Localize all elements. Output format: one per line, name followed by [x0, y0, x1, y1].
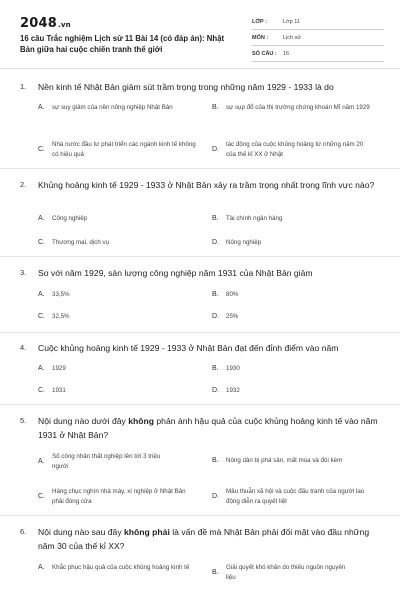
option-d[interactable] [212, 312, 382, 322]
option-letter: C. [38, 493, 45, 500]
meta-subject-row [252, 30, 384, 46]
question-text [38, 414, 378, 442]
question-text [38, 525, 378, 553]
option-letter: D. [212, 387, 219, 395]
option-text: 32,5% [52, 313, 70, 320]
question-number: 1. [20, 82, 27, 91]
option-a[interactable] [38, 364, 208, 374]
meta-label: MÔN : [252, 34, 269, 41]
option-text: Thương mại, dịch vụ [52, 239, 110, 246]
question-number: 6. [20, 527, 27, 536]
question-divider [0, 256, 400, 257]
meta-class-row [252, 14, 384, 30]
question-emphasis: không [128, 416, 155, 426]
option-text: Số công nhân thất nghiệp lên tới 3 triệu người [52, 453, 161, 470]
option-letter: B. [212, 104, 219, 112]
option-text: sự suy giảm của nền nông nghiệp Nhật Bản [52, 104, 173, 111]
option-c[interactable] [38, 487, 208, 506]
option-letter: B. [212, 215, 219, 223]
option-text: 80% [226, 291, 239, 298]
option-text: Nông dân bị phá sản, mất mùa và đói kém [226, 457, 343, 464]
option-letter: B. [212, 291, 219, 299]
option-c[interactable] [38, 238, 208, 248]
option-letter: B. [212, 569, 219, 576]
option-letter: C. [38, 387, 45, 395]
option-c[interactable] [38, 140, 208, 159]
question-number: 5. [20, 416, 27, 425]
option-b[interactable] [212, 563, 382, 582]
option-text: 1930 [226, 365, 240, 372]
meta-value: Lịch sử [283, 34, 302, 41]
option-b[interactable] [212, 214, 382, 224]
option-letter: B. [212, 457, 219, 465]
document-meta [252, 14, 384, 62]
meta-value: 16 [283, 50, 290, 57]
option-letter: A. [38, 458, 45, 465]
question-text: Nền kinh tế Nhật Bản giảm sút trầm trọng trong những năm 1929 - 1933 là do [38, 82, 334, 92]
question-text-end: phản ánh hậu quả của cuộc khủng hoảng kinh tế vào năm 1931 ở Nhật Bản? [38, 416, 378, 440]
document-title: 16 câu Trắc nghiệm Lịch sử 11 Bài 14 (có đáp án): Nhật Bản giữa hai cuộc chiến tranh thế giới [20, 34, 225, 54]
option-b[interactable] [212, 456, 387, 466]
option-letter: C. [38, 146, 45, 153]
option-letter: D. [212, 239, 219, 247]
question-divider [0, 404, 400, 405]
meta-value: Lớp 11 [283, 18, 300, 25]
option-text: sự sụp đổ của thị trường chứng khoán Mĩ năm 1929 [226, 104, 370, 111]
option-text: Hàng chục nghìn nhà máy, xí nghiệp ở Nhật Bản phải đóng cửa [52, 488, 186, 505]
meta-count-row [252, 46, 384, 62]
logo-suffix: .vn [57, 21, 71, 29]
option-letter: A. [38, 291, 45, 299]
option-d[interactable] [212, 140, 382, 159]
meta-label: LỚP : [252, 18, 267, 25]
option-letter: D. [212, 493, 219, 500]
option-letter: A. [38, 564, 45, 572]
header-divider [0, 68, 400, 69]
option-b[interactable] [212, 290, 382, 300]
question-text-start: Nội dung nào dưới đây [38, 416, 129, 426]
option-text: Mâu thuẫn xã hội và cuộc đấu tranh của người lao động diễn ra quyết liệt [226, 488, 365, 505]
option-text: 1929 [52, 365, 66, 372]
option-a[interactable] [38, 214, 208, 224]
option-text: Công nghiệp [52, 215, 88, 222]
question-text: So với năm 1929, sản lượng công nghiệp năm 1931 của Nhật Bản giảm [38, 268, 313, 278]
logo-text: 2048 [20, 16, 57, 31]
option-d[interactable] [212, 386, 382, 396]
question-divider [0, 515, 400, 516]
option-text: Nông nghiệp [226, 239, 262, 246]
question-emphasis: không phải [124, 527, 170, 537]
question-number: 4. [20, 343, 27, 352]
option-letter: D. [212, 313, 219, 321]
option-a[interactable] [38, 290, 208, 300]
option-a[interactable] [38, 452, 208, 471]
option-text: Giải quyết khó khăn do thiếu nguồn nguyên liệu [226, 564, 346, 581]
option-c[interactable] [38, 386, 208, 396]
question-divider [0, 168, 400, 169]
option-b[interactable] [212, 103, 382, 113]
option-letter: A. [38, 215, 45, 223]
question-text-end: là vấn đề mà Nhật Bản phải đối mặt vào đầu những năm 30 của thế kỉ XX? [38, 527, 370, 551]
option-text: Khắc phục hậu quả của cuộc khủng hoảng kinh tế [52, 564, 190, 571]
question-text: Khủng hoảng kinh tế 1929 - 1933 ở Nhật Bản xảy ra trầm trọng nhất trong lĩnh vực nào? [38, 180, 375, 190]
question-number: 2. [20, 180, 27, 189]
site-logo[interactable] [20, 16, 71, 31]
option-a[interactable] [38, 103, 208, 113]
option-text: 1931 [52, 387, 66, 394]
question-number: 3. [20, 268, 27, 277]
option-text: 25% [226, 313, 239, 320]
option-b[interactable] [212, 364, 382, 374]
question-text: Cuộc khủng hoảng kinh tế 1929 - 1933 ở Nhật Bản đạt đến đỉnh điểm vào năm [38, 343, 339, 353]
option-letter: B. [212, 365, 219, 373]
meta-label: SỐ CÂU : [252, 50, 277, 57]
option-letter: C. [38, 239, 45, 247]
option-text: 33,5% [52, 291, 70, 298]
option-d[interactable] [212, 487, 382, 506]
option-letter: A. [38, 104, 45, 112]
option-a[interactable] [38, 563, 208, 573]
option-text: Nhà nước đầu tư phát triển các ngành kinh tế không có hiệu quả [52, 141, 196, 158]
option-text: Tài chính ngân hàng [226, 215, 283, 222]
document-header [0, 0, 400, 64]
question-text-start: Nội dung nào sau đây [38, 527, 125, 537]
option-letter: D. [212, 146, 219, 153]
option-letter: C. [38, 313, 45, 321]
option-letter: A. [38, 365, 45, 373]
option-d[interactable] [212, 238, 382, 248]
option-text: 1932 [226, 387, 240, 394]
option-text: tác động của cuộc khủng hoảng từ những năm 20 của thế kỉ XX ở Nhật [226, 141, 364, 158]
question-divider [0, 332, 400, 333]
option-c[interactable] [38, 312, 208, 322]
